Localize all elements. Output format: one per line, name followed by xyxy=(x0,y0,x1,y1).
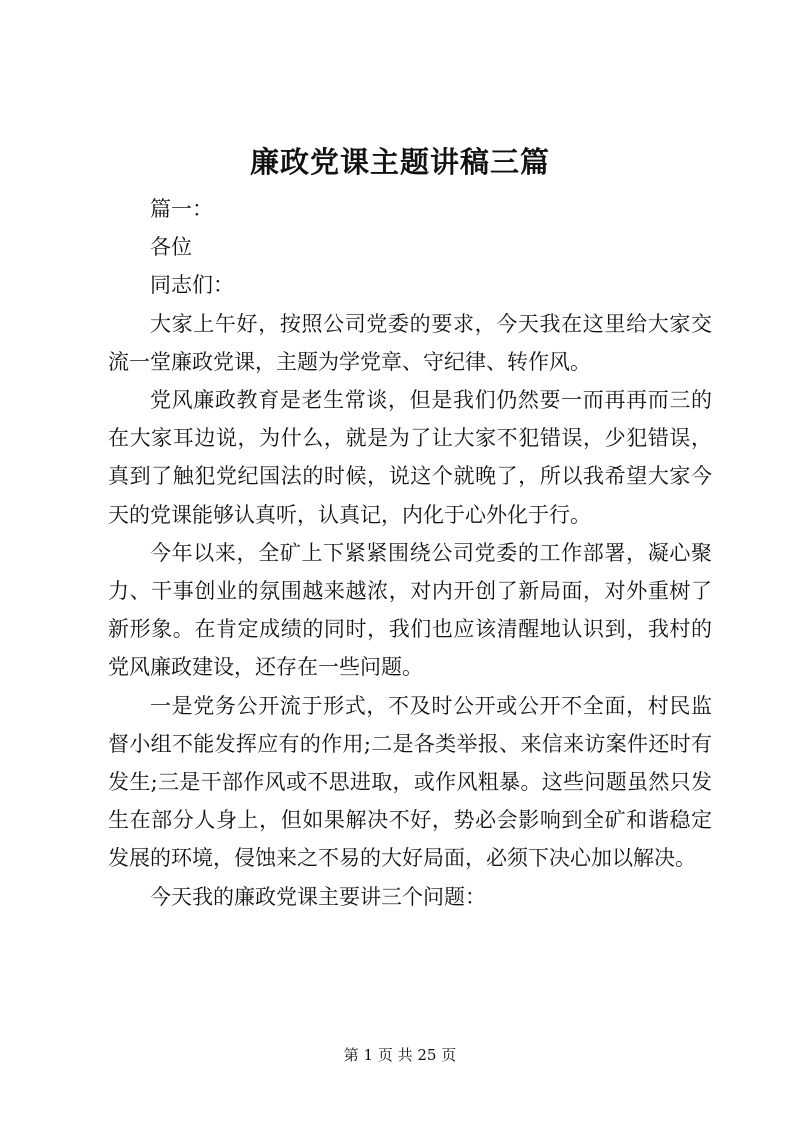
document-title: 廉政党课主题讲稿三篇 xyxy=(249,145,550,179)
document-body xyxy=(108,190,712,916)
paragraph-salutation-2: 同志们： xyxy=(150,273,234,298)
paragraph-education: 党风廉政教育是老生常谈，但是我们仍然要一而再再而三的在大家耳边说，为什么，就是为了让大家不犯错误，少犯错误，真到了触犯党纪国法的时候，说这个就晚了，所以我希望大家今天的党课能够认真听，认真记，内化于心外化于行。 xyxy=(108,388,712,527)
page-footer: 第 1 页 共 25 页 xyxy=(343,1046,457,1064)
paragraph-section-label: 篇一： xyxy=(150,197,213,221)
paragraph-problems: 一是党务公开流于形式，不及时公开或公开不全面，村民监督小组不能发挥应有的作用;二是各类举报、来信来访案件还时有发生;三是干部作风或不思进取，或作风粗暴。这些问题虽然只发生在部分人身上，但如果解决不好，势必会影响到全矿和谐稳定发展的环境，侵蚀来之不易的大好局面，必须下决心加以解决。 xyxy=(108,693,712,871)
paragraph-topics: 今天我的廉政党课主要讲三个问题： xyxy=(150,884,486,909)
paragraph-salutation-1: 各位 xyxy=(150,235,192,260)
paragraph-greeting: 大家上午好，按照公司党委的要求，今天我在这里给大家交流一堂廉政党课，主题为学党章、守纪律、转作风。 xyxy=(108,311,712,374)
paragraph-achievements: 今年以来，全矿上下紧紧围绕公司党委的工作部署，凝心聚力、干事创业的氛围越来越浓，对内开创了新局面，对外重树了新形象。在肯定成绩的同时，我们也应该清醒地认识到，我村的党风廉政建设，还存在一些问题。 xyxy=(108,540,712,680)
